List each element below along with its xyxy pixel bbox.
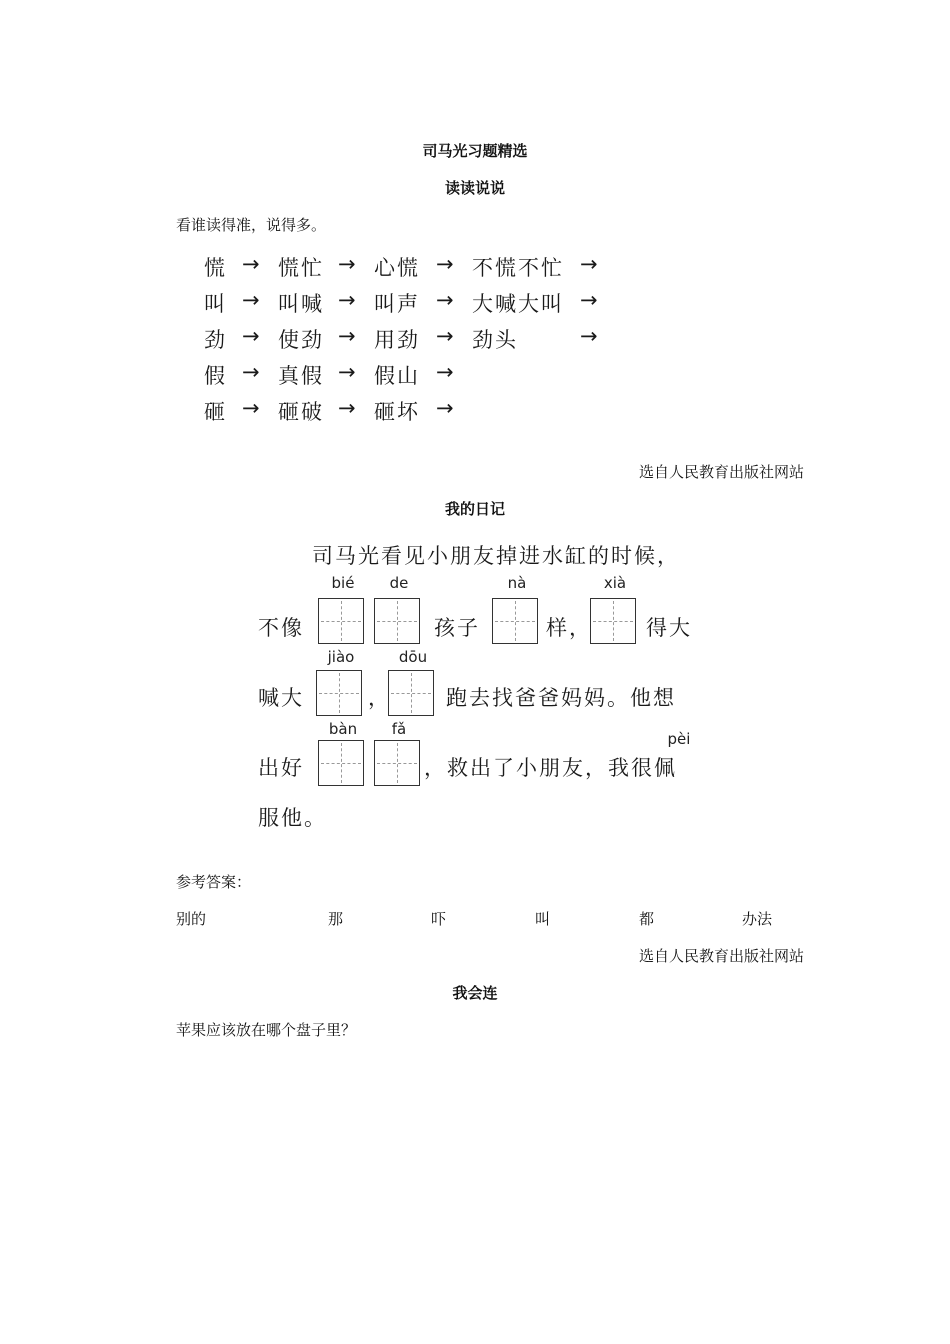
answer-box[interactable] [492, 598, 538, 644]
answer-box[interactable] [318, 740, 364, 786]
diary-text: 喊大 [258, 686, 304, 710]
pinyin-label: bié [331, 574, 355, 592]
section-heading-matching: 我会连 [452, 984, 498, 1002]
arrow-icon: → [436, 252, 456, 276]
diary-text: 孩子 [434, 616, 480, 640]
diary-text: 不像 [258, 616, 304, 640]
arrow-icon: → [242, 360, 262, 384]
pinyin-label: xià [603, 574, 627, 592]
pinyin-label: nà [507, 574, 527, 592]
page-title: 司马光习题精选 [422, 142, 528, 160]
arrow-icon: → [436, 288, 456, 312]
question-text: 苹果应该放在哪个盘子里？ [176, 1021, 357, 1039]
arrow-icon: → [580, 288, 600, 312]
pinyin-label: jiào [327, 648, 355, 666]
source-credit: 选自人民教育出版社网站 [638, 947, 804, 965]
word-chain-item: 砸坏 [374, 400, 420, 424]
arrow-icon: → [338, 360, 358, 384]
pinyin-label: fǎ [391, 720, 407, 738]
word-chain-item: 砸破 [278, 400, 324, 424]
answer-item: 都 [639, 910, 655, 928]
answer-item: 吓 [431, 910, 447, 928]
pinyin-label: dōu [398, 648, 428, 666]
word-chain-item: 叫 [204, 292, 227, 316]
diary-line-5: 服他。 [258, 806, 327, 830]
diary-text: ， [368, 686, 391, 710]
word-chain-item: 慌忙 [278, 256, 324, 280]
word-chain-item: 叫喊 [278, 292, 324, 316]
section-heading-reading: 读读说说 [444, 179, 505, 197]
word-chain-item: 心慌 [374, 256, 420, 280]
diary-text: 出好 [258, 756, 304, 780]
word-chain-item: 劲 [204, 328, 227, 352]
arrow-icon: → [242, 252, 262, 276]
answer-item: 办法 [742, 910, 773, 928]
diary-text: 跑去找爸爸妈妈。他想 [446, 686, 676, 710]
word-chain-item: 慌 [204, 256, 227, 280]
arrow-icon: → [436, 324, 456, 348]
answer-box[interactable] [374, 740, 420, 786]
word-chain-item: 假山 [374, 364, 420, 388]
arrow-icon: → [242, 324, 262, 348]
word-chain-item: 使劲 [278, 328, 324, 352]
answer-item: 别的 [176, 910, 207, 928]
pinyin-label: de [389, 574, 409, 592]
word-chain-item: 劲头 [472, 328, 518, 352]
arrow-icon: → [242, 288, 262, 312]
arrow-icon: → [338, 396, 358, 420]
arrow-icon: → [338, 324, 358, 348]
source-credit: 选自人民教育出版社网站 [638, 463, 804, 481]
word-chain-item: 不慌不忙 [472, 256, 564, 280]
arrow-icon: → [338, 252, 358, 276]
answer-label: 参考答案： [176, 873, 252, 891]
diary-exercise [250, 532, 710, 832]
arrow-icon: → [436, 360, 456, 384]
arrow-icon: → [580, 324, 600, 348]
diary-text: ，救出了小朋友，我很佩 [424, 756, 677, 780]
answer-box[interactable] [388, 670, 434, 716]
answer-box[interactable] [374, 598, 420, 644]
answer-box[interactable] [316, 670, 362, 716]
diary-text: 得大 [646, 616, 692, 640]
word-chain-item: 大喊大叫 [472, 292, 564, 316]
arrow-icon: → [338, 288, 358, 312]
answer-item: 叫 [535, 910, 551, 928]
word-chain-item: 用劲 [374, 328, 420, 352]
pinyin-label: bàn [328, 720, 358, 738]
arrow-icon: → [436, 396, 456, 420]
word-chain-item: 假 [204, 364, 227, 388]
word-chain-grid [204, 252, 624, 432]
answer-item: 那 [328, 910, 344, 928]
pinyin-label: pèi [667, 730, 691, 748]
diary-text: 样， [546, 616, 592, 640]
word-chain-item: 砸 [204, 400, 227, 424]
word-chain-item: 真假 [278, 364, 324, 388]
answer-box[interactable] [590, 598, 636, 644]
word-chain-item: 叫声 [374, 292, 420, 316]
answer-box[interactable] [318, 598, 364, 644]
arrow-icon: → [580, 252, 600, 276]
section-heading-diary: 我的日记 [444, 500, 505, 518]
instruction-text: 看谁读得准，说得多。 [176, 216, 327, 234]
diary-line-1: 司马光看见小朋友掉进水缸的时候， [312, 544, 680, 568]
arrow-icon: → [242, 396, 262, 420]
